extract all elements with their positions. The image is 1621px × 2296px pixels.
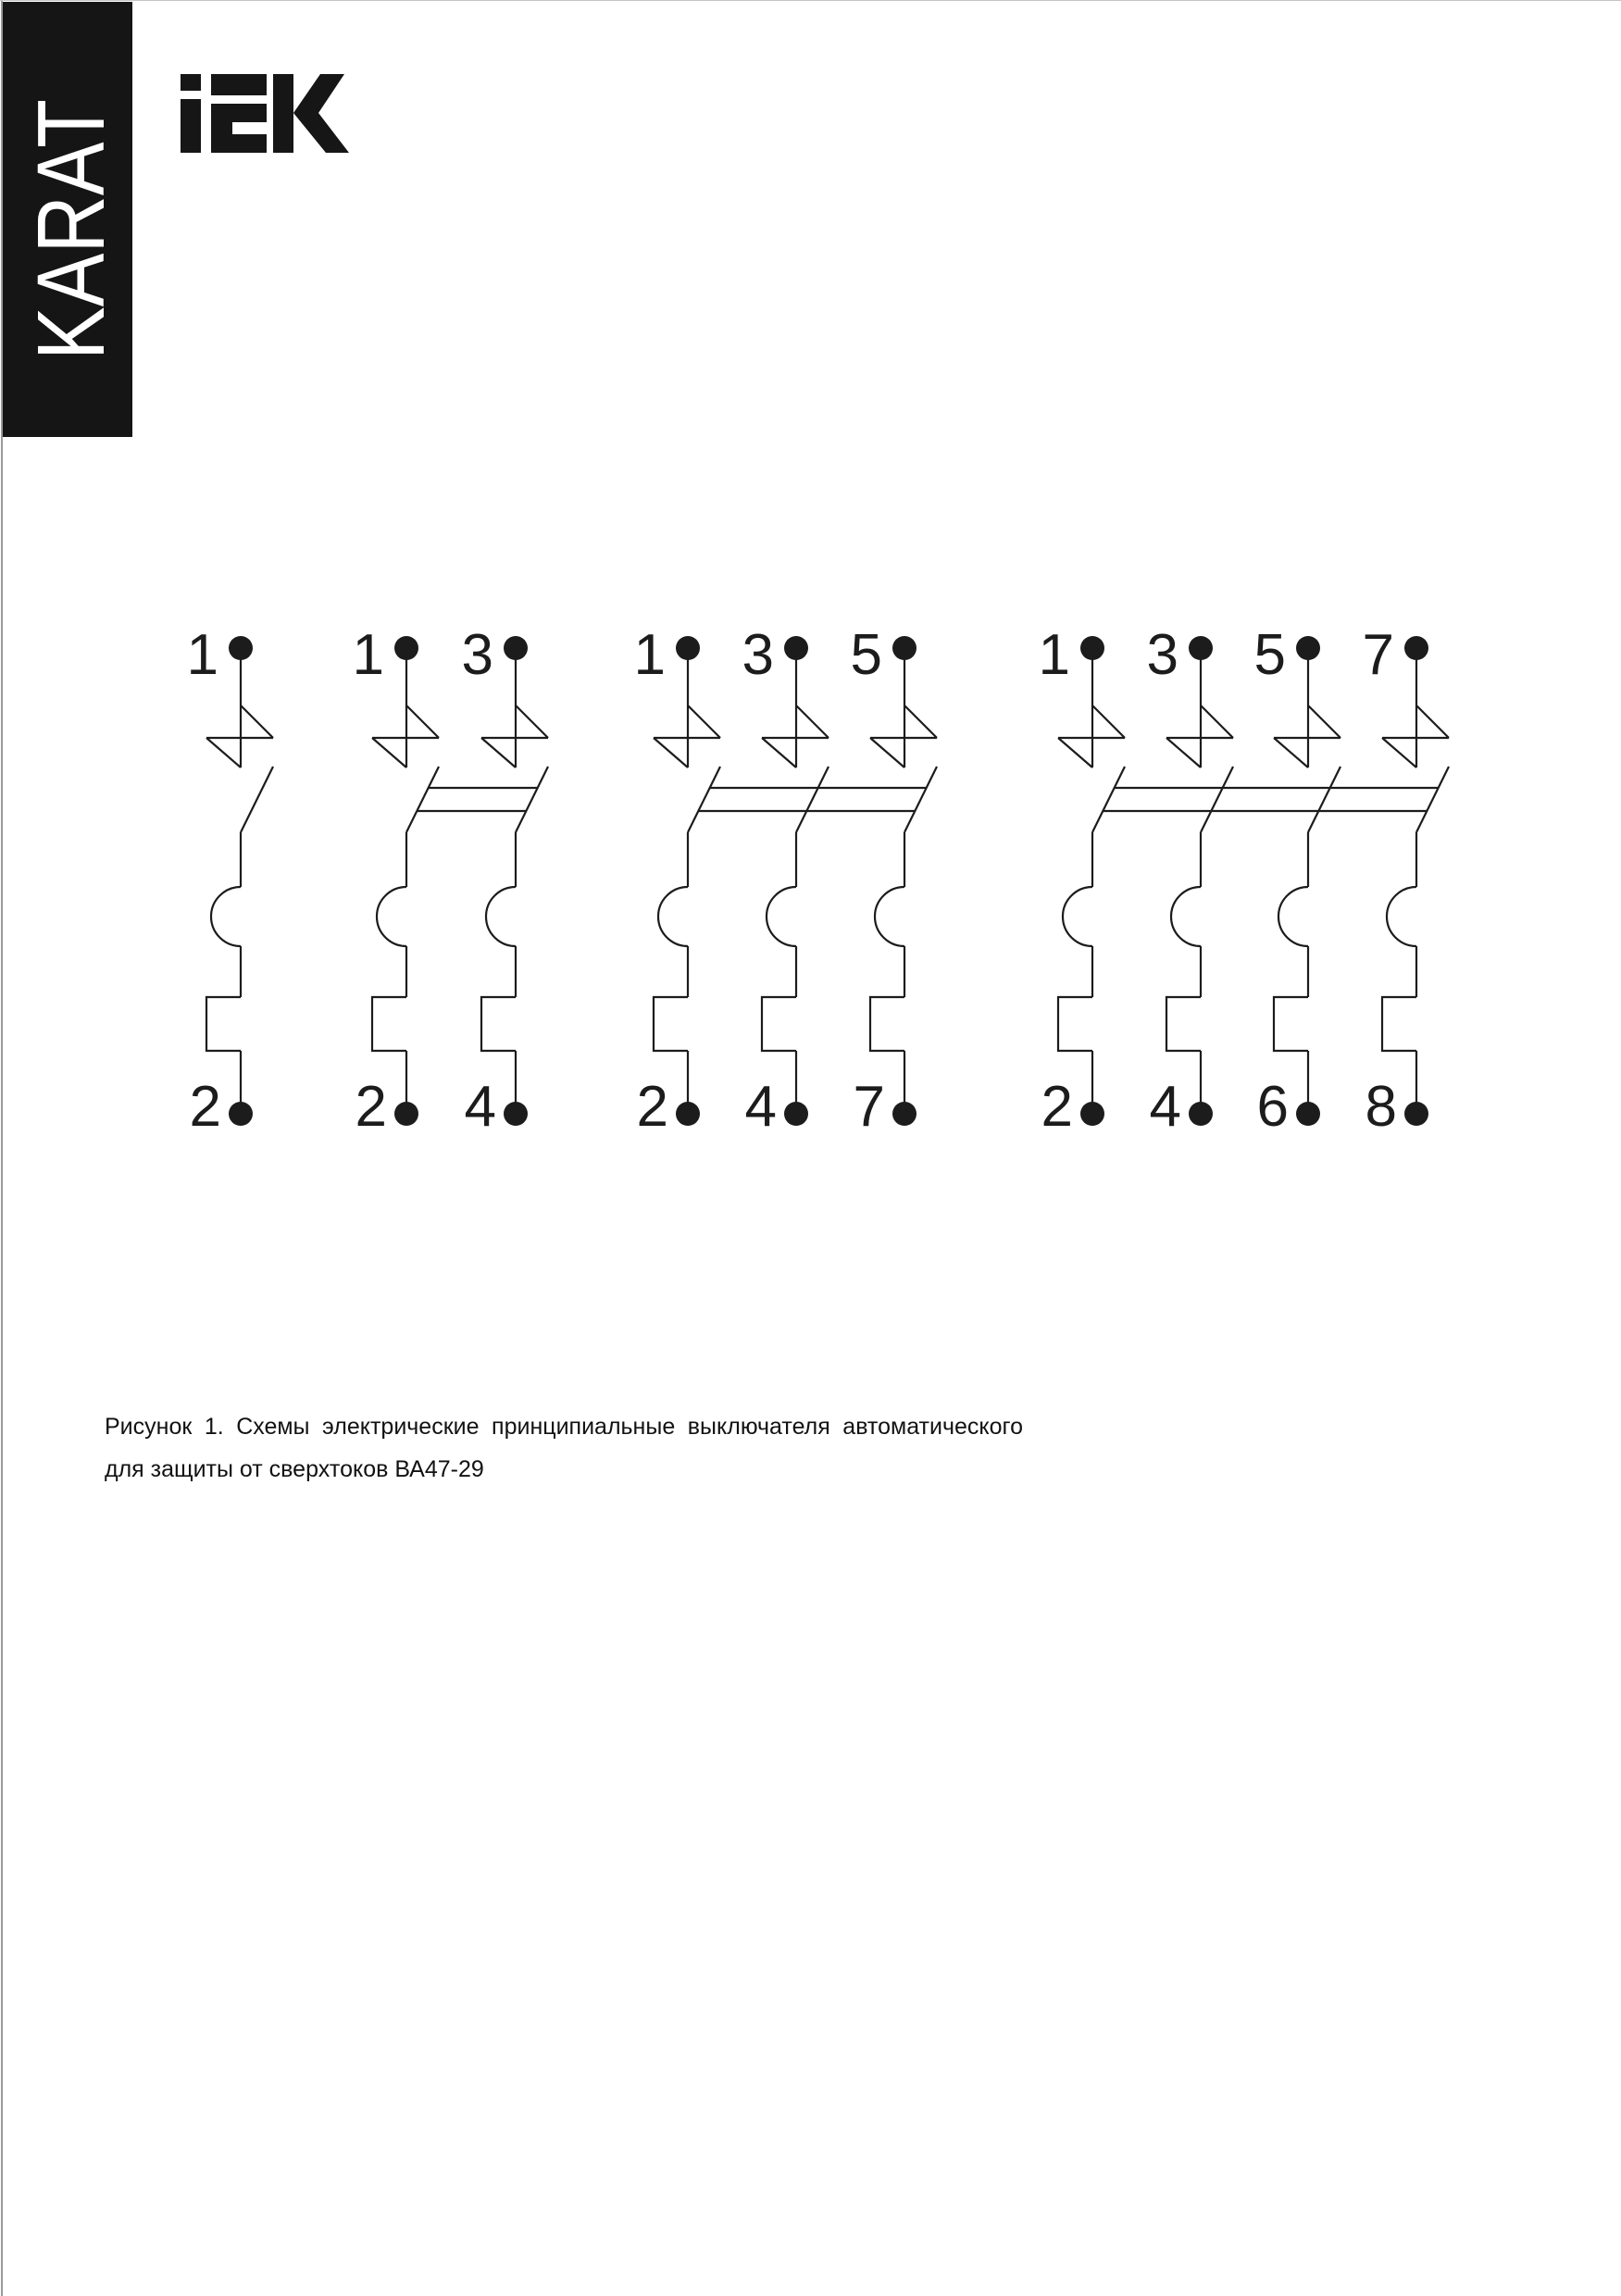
diagram-2-pole — [353, 623, 548, 1139]
terminal-dot-top-1 — [676, 636, 700, 660]
terminal-dot-bottom-7 — [892, 1102, 916, 1126]
karat-banner-text: KARAT — [18, 49, 124, 360]
terminal-label-top: 1 — [186, 623, 218, 687]
terminal-dot-bottom-2 — [676, 1102, 700, 1126]
diagram-3-pole-pole-line-2 — [762, 648, 829, 1114]
terminal-dot-top-5 — [1296, 636, 1320, 660]
terminal-label-top: 1 — [633, 623, 666, 687]
diagram-3-pole-pole-line-1 — [654, 648, 720, 1114]
terminal-label-bottom: 6 — [1256, 1075, 1289, 1139]
figure-caption-line-1: Рисунок 1. Схемы электрические принципиальные выключателя автоматического — [105, 1414, 1023, 1440]
diagram-4-pole-pole-line-3 — [1274, 648, 1340, 1114]
diagram-4-pole-pole-line-2 — [1166, 648, 1233, 1114]
terminal-label-top: 7 — [1362, 623, 1394, 687]
terminal-label-top: 3 — [461, 623, 493, 687]
terminal-label-bottom: 2 — [355, 1075, 387, 1139]
terminal-dot-bottom-6 — [1296, 1102, 1320, 1126]
terminal-dot-top-1 — [229, 636, 253, 660]
terminal-label-top: 1 — [1038, 623, 1070, 687]
diagram-4-pole-pole-line-4 — [1382, 648, 1449, 1114]
terminal-dot-bottom-2 — [394, 1102, 418, 1126]
figure-caption-line-2: для защиты от сверхтоков ВА47-29 — [105, 1456, 484, 1482]
terminal-label-top: 3 — [1146, 623, 1178, 687]
figure-caption — [105, 1405, 1023, 1491]
terminal-dot-top-3 — [504, 636, 528, 660]
terminal-label-bottom: 2 — [189, 1075, 221, 1139]
terminal-label-top: 1 — [352, 623, 384, 687]
diagram-2-pole-pole-line-2 — [481, 648, 548, 1114]
terminal-dot-bottom-8 — [1404, 1102, 1428, 1126]
terminal-label-bottom: 4 — [1149, 1075, 1181, 1139]
terminal-label-bottom: 2 — [636, 1075, 668, 1139]
diagram-1-pole-pole-line-1 — [206, 648, 273, 1114]
diagram-3-pole — [634, 623, 937, 1139]
terminal-label-top: 3 — [742, 623, 774, 687]
terminal-dot-top-7 — [1404, 636, 1428, 660]
terminal-label-top: 5 — [850, 623, 882, 687]
terminal-label-bottom: 8 — [1365, 1075, 1397, 1139]
diagram-3-pole-pole-line-3 — [870, 648, 937, 1114]
terminal-dot-bottom-2 — [1080, 1102, 1104, 1126]
terminal-dot-bottom-4 — [784, 1102, 808, 1126]
terminal-label-bottom: 4 — [464, 1075, 496, 1139]
terminal-dot-top-1 — [394, 636, 418, 660]
terminal-dot-bottom-2 — [229, 1102, 253, 1126]
terminal-dot-top-1 — [1080, 636, 1104, 660]
terminal-label-bottom: 2 — [1041, 1075, 1073, 1139]
terminal-dot-top-5 — [892, 636, 916, 660]
terminal-label-top: 5 — [1253, 623, 1286, 687]
terminal-dot-bottom-4 — [1189, 1102, 1213, 1126]
diagram-2-pole-pole-line-1 — [372, 648, 439, 1114]
diagram-1-pole — [187, 623, 273, 1139]
terminal-dot-top-3 — [784, 636, 808, 660]
terminal-label-bottom: 7 — [853, 1075, 885, 1139]
terminal-dot-bottom-4 — [504, 1102, 528, 1126]
diagram-4-pole — [1039, 623, 1449, 1139]
terminal-label-bottom: 4 — [744, 1075, 777, 1139]
terminal-dot-top-3 — [1189, 636, 1213, 660]
diagram-4-pole-pole-line-1 — [1058, 648, 1125, 1114]
